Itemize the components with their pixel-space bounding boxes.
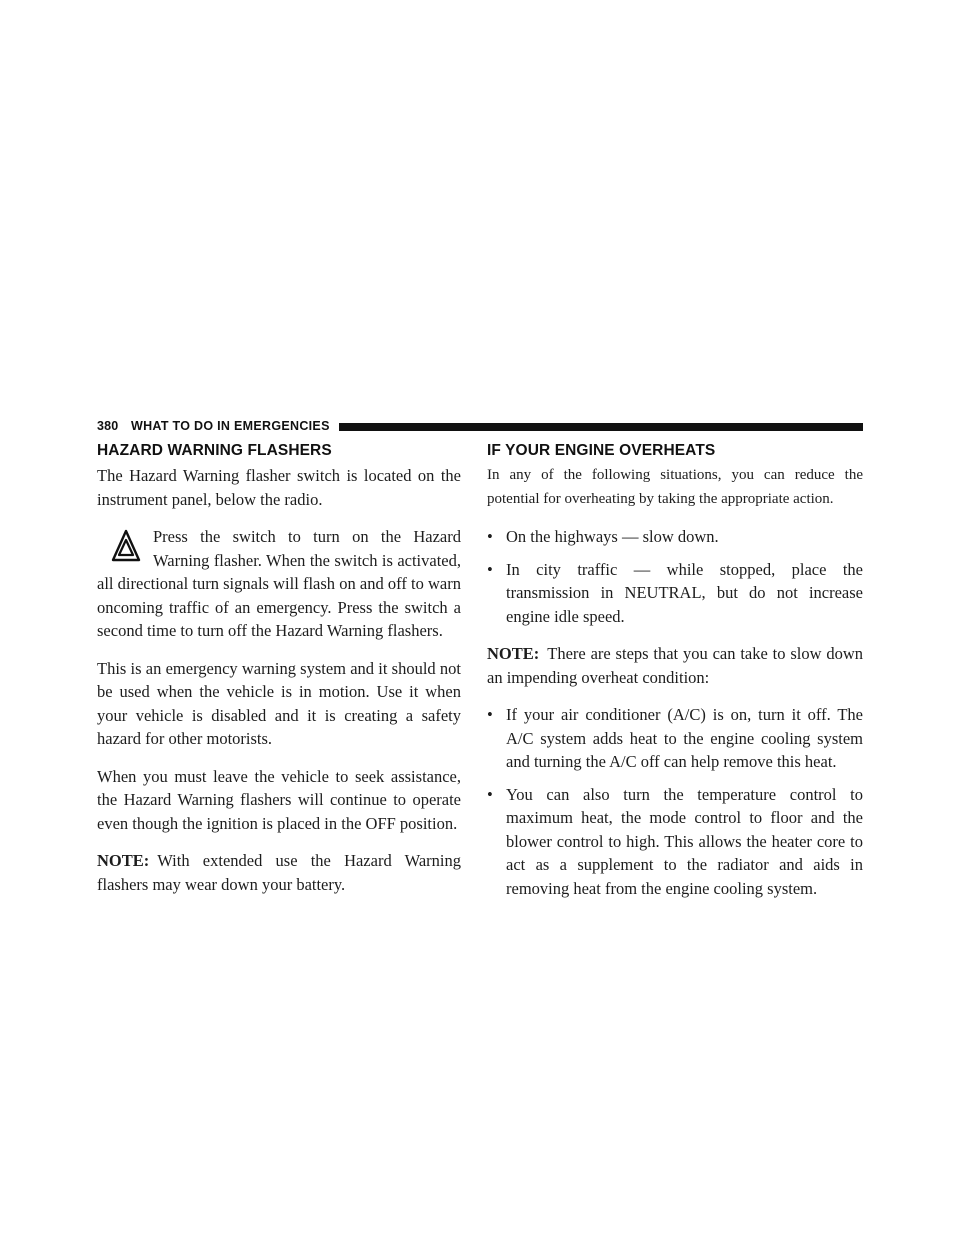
header-rule (339, 423, 863, 431)
hazard-note (97, 849, 461, 896)
hazard-operation-paragraph: Press the switch to turn on the Hazard Warning flasher. When the switch is activated, all directional turn signals will flash on and off to warn oncoming traffic of an emergency. Press the switch a second time to turn off the Hazard Warning flashers. (97, 527, 461, 640)
note-text: There are steps that you can take to slow down an impending overheat condition: (487, 644, 863, 687)
page-number: 380 (97, 419, 119, 433)
bullet-icon: • (487, 784, 493, 804)
list-item: • You can also turn the temperature control to maximum heat, the mode control to floor and the blower control to high. This allows the heater core to act as a supplement to the radiator and aids in removing heat from the engine cooling system. (487, 784, 863, 898)
list-item: • In city traffic — while stopped, place the transmission in NEUTRAL, but do not increase engine idle speed. (487, 559, 863, 626)
overheat-actions-list (487, 525, 863, 628)
left-column (97, 441, 461, 910)
bullet-icon: • (487, 527, 493, 546)
hazard-triangle-icon (111, 529, 141, 567)
hazard-instructions (97, 525, 461, 643)
note-label: NOTE: (487, 644, 540, 663)
hazard-usage-paragraph: This is an emergency warning system and it should not be used when the vehicle is in motion. Use it when your vehicle is disabled and it is creating a safety hazard for other motorists. (97, 658, 461, 748)
bullet-icon: • (487, 705, 493, 724)
list-item: • If your air conditioner (A/C) is on, turn it off. The A/C system adds heat to the engine cooling system and turning the A/C off can help remove this heat. (487, 705, 863, 771)
note-text: With extended use the Hazard Warning flashers may wear down your battery. (97, 851, 461, 894)
list-item: • On the highways — slow down. (487, 525, 863, 549)
note-label: NOTE: (97, 851, 150, 870)
hazard-heading: HAZARD WARNING FLASHERS (97, 442, 332, 459)
overheat-note (487, 642, 863, 689)
right-column (487, 441, 863, 914)
bullet-icon: • (487, 559, 493, 579)
overheat-heading: IF YOUR ENGINE OVERHEATS (487, 442, 716, 459)
overheat-steps-list (487, 703, 863, 900)
section-title: WHAT TO DO IN EMERGENCIES (131, 419, 330, 433)
page-header (97, 418, 863, 434)
hazard-ignition-paragraph: When you must leave the vehicle to seek assistance, the Hazard Warning flashers will continue to operate even though the ignition is placed in the OFF position. (97, 766, 461, 833)
hazard-location-paragraph: The Hazard Warning flasher switch is located on the instrument panel, below the radio. (97, 466, 461, 509)
overheat-intro: In any of the following situations, you can reduce the potential for overheating by taking the appropriate action. (487, 467, 863, 507)
